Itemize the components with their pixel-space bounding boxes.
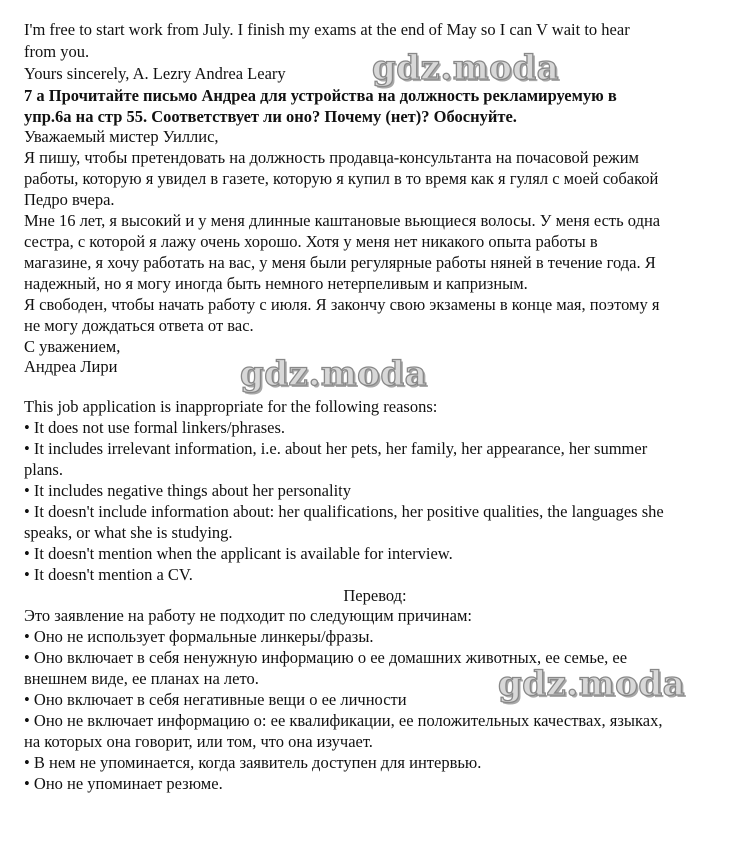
letter-signature: Андреа Лири: [24, 357, 118, 376]
letter-line: магазине, я хочу работать на вас, у меня были регулярные работы няней в течение года. Я: [24, 253, 656, 272]
letter-line: from you.: [24, 42, 90, 61]
list-item-continuation: внешнем виде, ее планах на лето.: [24, 669, 259, 688]
list-item: • Оно не использует формальные линкеры/фразы.: [24, 627, 374, 646]
list-item: • It doesn't include information about: her qualifications, her positive qualities, the languages she: [24, 502, 664, 521]
translation-heading: Перевод:: [343, 586, 407, 605]
letter-line: работы, которую я увидел в газете, которую я купил в то время как я гулял с моей собакой: [24, 169, 659, 188]
watermark: gdz.moda: [372, 48, 560, 88]
letter-line: сестра, с которой я лажу очень хорошо. Хотя у меня нет никакого опыта работы в: [24, 232, 598, 251]
list-item: • It doesn't mention when the applicant is available for interview.: [24, 544, 453, 563]
translation-intro: Это заявление на работу не подходит по следующим причинам:: [24, 606, 472, 625]
list-item: • It does not use formal linkers/phrases.: [24, 418, 286, 437]
letter-line: Я пишу, чтобы претендовать на должность продавца-консультанта на почасовой режим: [24, 148, 639, 167]
list-item-continuation: на которых она говорит, или том, что она изучает.: [24, 732, 373, 751]
task-heading: 7 а Прочитайте письмо Андреа для устройства на должность рекламируемую в: [24, 86, 617, 105]
letter-line: Педро вчера.: [24, 190, 115, 209]
list-item: • В нем не упоминается, когда заявитель доступен для интервью.: [24, 753, 482, 772]
list-item: • Оно не включает информацию о: ее квалификации, ее положительных качествах, языках,: [24, 711, 663, 730]
watermark: gdz.moda: [240, 354, 428, 394]
letter-greeting: Уважаемый мистер Уиллис,: [24, 127, 219, 146]
letter-signoff: Yours sincerely, A. Lezry Andrea Leary: [24, 64, 286, 83]
watermark: gdz.moda: [498, 664, 686, 704]
letter-line: надежный, но я могу иногда быть немного нетерпеливым и капризным.: [24, 274, 528, 293]
list-item: • Оно включает в себя негативные вещи о ее личности: [24, 690, 407, 709]
list-item: • Оно не упоминает резюме.: [24, 774, 223, 793]
list-item-continuation: speaks, or what she is studying.: [24, 523, 233, 542]
list-item-continuation: plans.: [24, 460, 63, 479]
letter-closing: С уважением,: [24, 337, 121, 356]
letter-line: Мне 16 лет, я высокий и у меня длинные каштановые вьющиеся волосы. У меня есть одна: [24, 211, 661, 230]
answer-intro: This job application is inappropriate for the following reasons:: [24, 397, 438, 416]
letter-line: Я свободен, чтобы начать работу с июля. Я закончу свою экзамены в конце мая, поэтому я: [24, 295, 660, 314]
list-item: • Оно включает в себя ненужную информацию о ее домашних животных, ее семье, ее: [24, 648, 628, 667]
list-item: • It includes irrelevant information, i.e. about her pets, her family, her appearance, her summer: [24, 439, 648, 458]
list-item: • It doesn't mention a CV.: [24, 565, 193, 584]
task-heading: упр.6а на стр 55. Соответствует ли оно? Почему (нет)? Обоснуйте.: [24, 107, 517, 126]
letter-line: не могу дождаться ответа от вас.: [24, 316, 254, 335]
list-item: • It includes negative things about her personality: [24, 481, 351, 500]
letter-line: I'm free to start work from July. I finish my exams at the end of May so I can V wait to hear: [24, 20, 630, 39]
